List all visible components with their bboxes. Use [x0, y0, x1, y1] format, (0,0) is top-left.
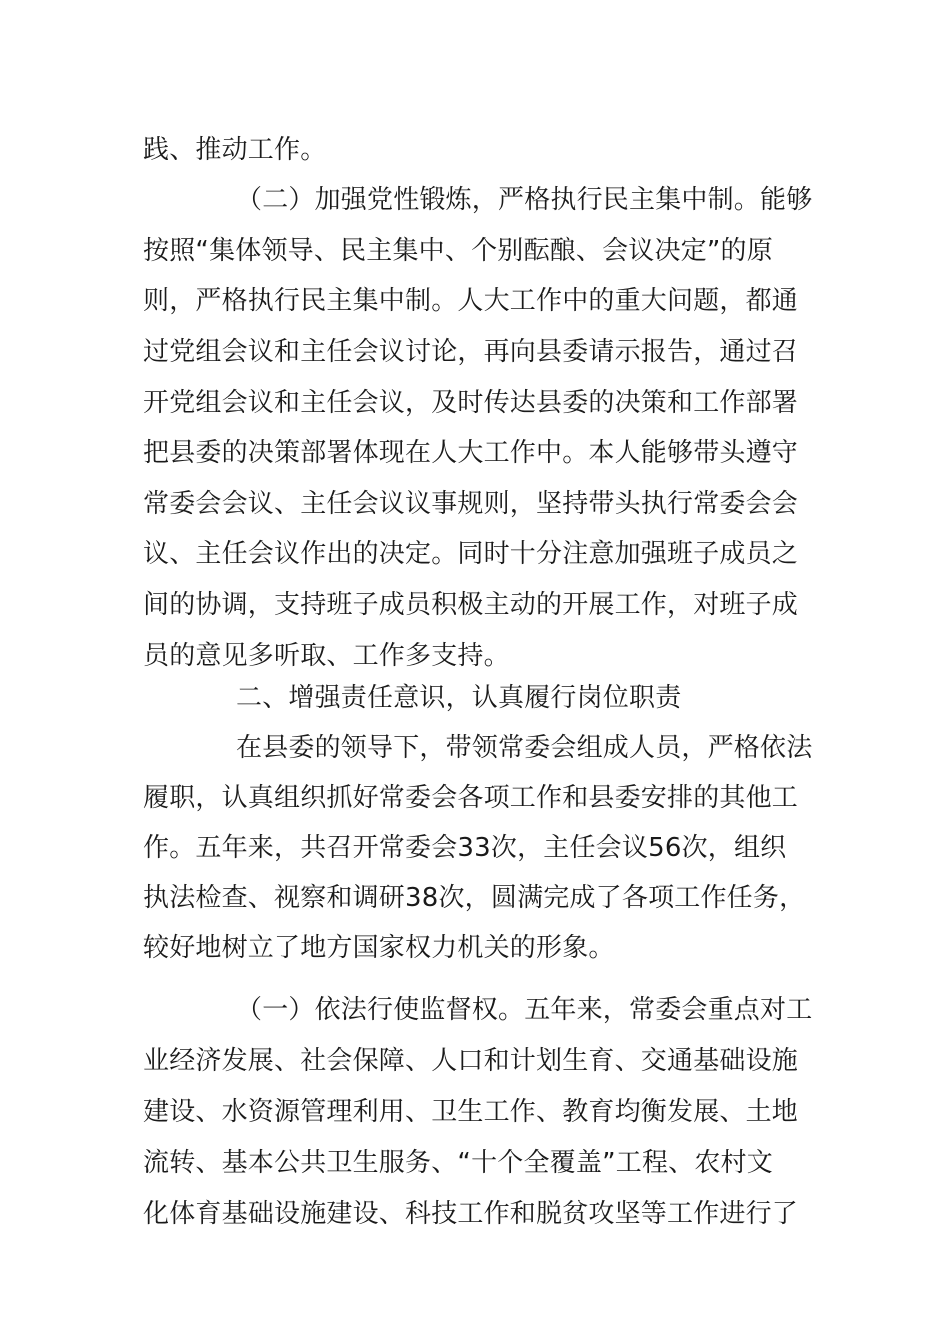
text-line: 较好地树立了地方国家权力机关的形象。	[143, 933, 615, 963]
text-line: （二）加强党性锻炼，严格执行民主集中制。能够	[236, 185, 813, 215]
text-line: 建设、水资源管理利用、卫生工作、教育均衡发展、土地	[143, 1097, 799, 1127]
text-line: 践、推动工作。	[143, 135, 327, 165]
text-line: 把县委的决策部署体现在人大工作中。本人能够带头遵守	[143, 438, 799, 468]
text-line: 常委会会议、主任会议议事规则，坚持带头执行常委会会	[143, 489, 799, 519]
text-line: 化体育基础设施建设、科技工作和脱贫攻坚等工作进行了	[143, 1199, 799, 1229]
text-line: 议、主任会议作出的决定。同时十分注意加强班子成员之	[143, 539, 799, 569]
text-line: 间的协调，支持班子成员积极主动的开展工作，对班子成	[143, 590, 799, 620]
text-line: 员的意见多听取、工作多支持。	[143, 641, 510, 671]
text-line: 开党组会议和主任会议，及时传达县委的决策和工作部署	[143, 388, 799, 418]
text-line: 在县委的领导下，带领常委会组成人员，严格依法	[236, 733, 813, 763]
text-line: 按照“集体领导、民主集中、个别酝酿、会议决定”的原	[143, 236, 773, 266]
text-line: 履职，认真组织抓好常委会各项工作和县委安排的其他工	[143, 783, 799, 813]
text-line: 业经济发展、社会保障、人口和计划生育、交通基础设施	[143, 1046, 799, 1076]
text-line: 作。五年来，共召开常委会33次，主任会议56次，组织	[143, 833, 787, 863]
section-heading: 二、增强责任意识，认真履行岗位职责	[236, 683, 682, 713]
text-line: 流转、基本公共卫生服务、“十个全覆盖”工程、农村文	[143, 1148, 773, 1178]
text-line: 则，严格执行民主集中制。人大工作中的重大问题，都通	[143, 286, 799, 316]
text-line: 执法检查、视察和调研38次，圆满完成了各项工作任务，	[143, 883, 806, 913]
text-line: （一）依法行使监督权。五年来，常委会重点对工	[236, 995, 813, 1025]
text-line: 过党组会议和主任会议讨论，再向县委请示报告，通过召	[143, 337, 799, 367]
